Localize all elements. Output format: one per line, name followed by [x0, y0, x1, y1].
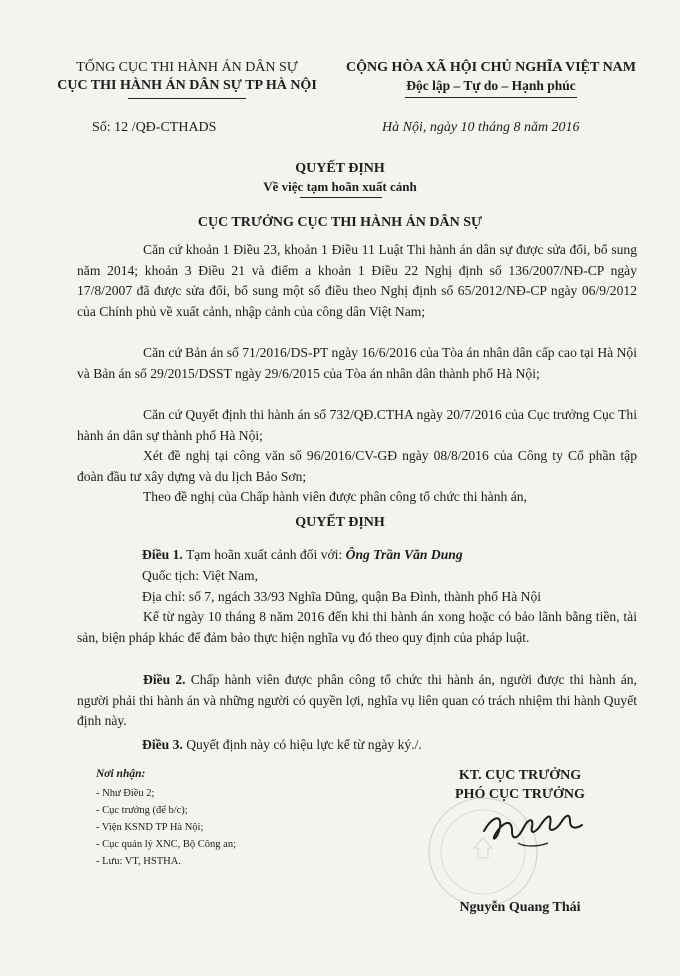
- signer-name: Nguyễn Quang Thái: [459, 900, 581, 915]
- article-1-line: [142, 545, 463, 565]
- signature-scribble: [478, 803, 588, 853]
- recipient-item: - Viện KSND TP Hà Nội;: [96, 822, 204, 833]
- decision-heading: QUYẾT ĐỊNH: [295, 515, 385, 530]
- article-3-text: Quyết định này có hiệu lực kể từ ngày ký./.: [186, 737, 422, 752]
- article-1-text: Tạm hoãn xuất cảnh đối với:: [185, 547, 343, 562]
- recipient-item: - Lưu: VT, HSTHA.: [96, 856, 181, 867]
- article-3: [142, 735, 422, 755]
- agency-parent: TỔNG CỤC THI HÀNH ÁN DÂN SỰ: [76, 60, 298, 75]
- country-name: CỘNG HÒA XÃ HỘI CHỦ NGHĨA VIỆT NAM: [345, 60, 636, 75]
- preamble-execution-decision: Căn cứ Quyết định thi hành án số 732/QĐ.CTHA ngày 20/7/2016 của Cục trưởng Cục Thi hành án dân sự thành phố Hà Nội;: [77, 407, 637, 443]
- signature-title-2: PHÓ CỤC TRƯỞNG: [455, 787, 585, 802]
- preamble-proposal: Theo đề nghị của Chấp hành viên được phân công tổ chức thi hành án,: [143, 489, 527, 504]
- signature-title-1: KT. CỤC TRƯỞNG: [458, 768, 582, 783]
- recipient-item: - Cục trưởng (để b/c);: [96, 805, 188, 816]
- preamble-request: Xét đề nghị tại công văn số 96/2016/CV-GĐ ngày 08/8/2016 của Công ty Cổ phần tập đoàn đầu tư xây dựng và du lịch Bảo Sơn;: [77, 448, 637, 484]
- recipient-item: - Cục quản lý XNC, Bộ Công an;: [96, 839, 236, 850]
- national-motto: Độc lập – Tự do – Hạnh phúc: [406, 78, 576, 93]
- agency-name: CỤC THI HÀNH ÁN DÂN SỰ TP HÀ NỘI: [57, 78, 317, 93]
- preamble-judgment: Căn cứ Bản án số 71/2016/DS-PT ngày 16/6/2016 của Tòa án nhân dân cấp cao tại Hà Nội và Bản án số 29/2015/DSST ngày 29/6/2015 của Tòa án nhân dân thành phố Hà Nội;: [77, 345, 637, 381]
- article-3-label: Điều 3.: [142, 737, 183, 752]
- recipients-list: [96, 785, 236, 870]
- article-2-label: Điều 2.: [143, 672, 186, 687]
- document-subject: Về việc tạm hoãn xuất cảnh: [263, 179, 417, 194]
- document-number: Số: 12 /QĐ-CTHADS: [92, 120, 217, 135]
- article-1-nationality: Quốc tịch: Việt Nam,: [142, 568, 258, 583]
- preamble-legal-basis: Căn cứ khoản 1 Điều 23, khoản 1 Điều 11 Luật Thi hành án dân sự được sửa đổi, bổ sung năm 2014; khoản 3 Điều 21 và điểm a khoản 1 Điều 22 Nghị định số 136/2007/NĐ-CP ngày 17/8/2007 đã được sửa đổi, bổ sung một số điều theo Nghị định số 65/2012/NĐ-CP ngày 06/9/2012 của Chính phủ về xuất cảnh, nhập cảnh của công dân Việt Nam;: [77, 242, 637, 319]
- article-1-address: Địa chỉ: số 7, ngách 33/93 Nghĩa Dũng, quận Ba Đình, thành phố Hà Nội: [142, 589, 542, 604]
- agency-underline: [128, 98, 246, 99]
- article-2-text: Chấp hành viên được phân công tổ chức thi hành án, người được thi hành án, người phải thi hành án và những người có quyền lợi, nghĩa vụ liên quan có trách nhiệm thi hành Quyết định này.: [77, 672, 637, 728]
- motto-underline: [405, 97, 577, 98]
- issuer-title: CỤC TRƯỞNG CỤC THI HÀNH ÁN DÂN SỰ: [197, 215, 483, 230]
- subject-underline: [300, 197, 382, 198]
- recipients-heading: Nơi nhận:: [96, 768, 146, 780]
- article-2: [77, 670, 637, 732]
- article-1-label: Điều 1.: [142, 547, 183, 562]
- recipient-item: - Như Điều 2;: [96, 788, 155, 799]
- document-title: QUYẾT ĐỊNH: [295, 161, 385, 176]
- article-1-person: Ông Trần Văn Dung: [345, 547, 463, 562]
- article-1-period: Kể từ ngày 10 tháng 8 năm 2016 đến khi thi hành án xong hoặc có bảo lãnh bằng tiền, tài sản, biện pháp khác để đảm bảo thực hiện nghĩa vụ đó theo quy định của pháp luật.: [77, 609, 637, 645]
- place-date: Hà Nội, ngày 10 tháng 8 năm 2016: [382, 120, 580, 135]
